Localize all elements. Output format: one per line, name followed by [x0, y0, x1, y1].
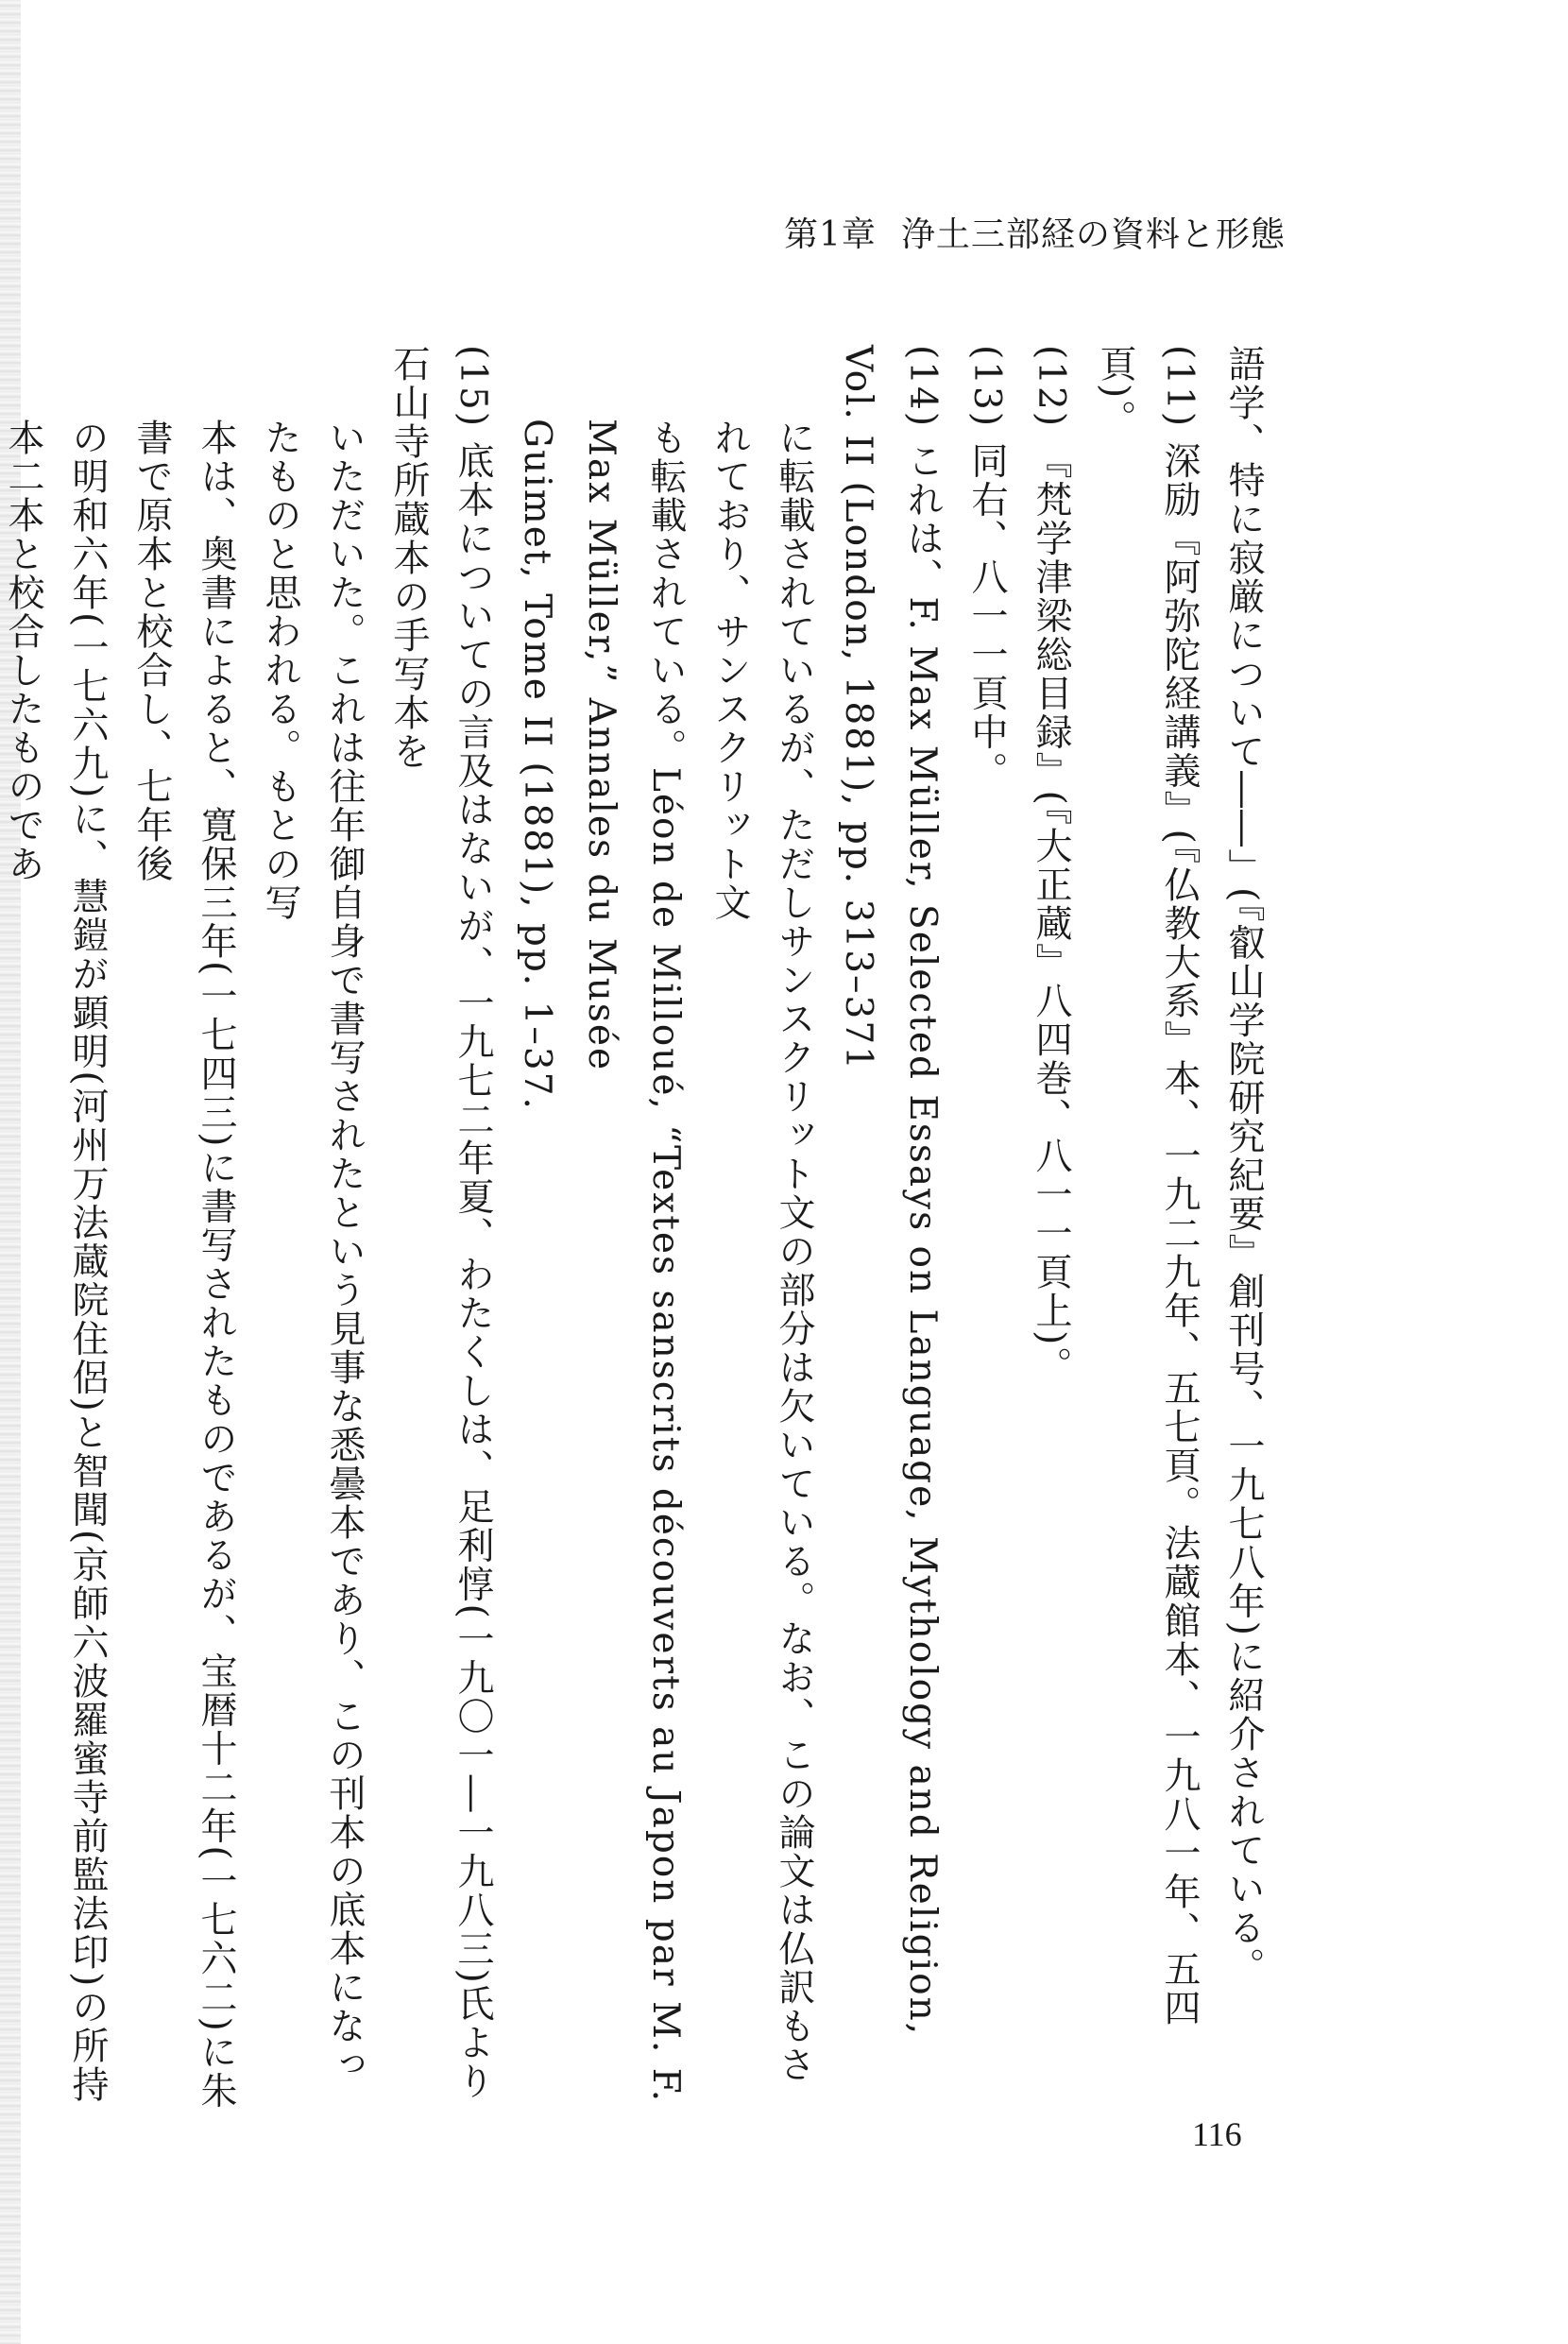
text-line: に転載されているが、ただしサンスクリット文の部分は欠いている。なお、この論文は仏訳もされており、サンスクリット文: [708, 419, 815, 2084]
running-head: [784, 208, 1286, 256]
notes-body: [2, 345, 1275, 2112]
page-number: 116: [1192, 2115, 1242, 2153]
note-14: (14) これは、F. Max Müller, Selected Essays on Language, Mythology and Religion, Vol. II (London, 1881), pp. 313–371: [837, 345, 944, 2037]
text-line: も転載されている。Léon de Milloué, “Textes sanscrits découverts au Japon par M. F. Max Müller,” Annales du Musée: [580, 419, 687, 2104]
note-15: (15) 底本についての言及はないが、一九七二年夏、わたくしは、足利惇(一九〇一―一九八三)氏より石山寺所蔵本の手写本を: [387, 345, 494, 2101]
text-line: Guimet, Tome II (1881), pp. 1–37.: [516, 419, 558, 1111]
text-line: の明和六年(一七六九)に、慧鎧が顕明(河州万法蔵院住侶)と智聞(京師六波羅蜜寺前監法印)の所持本二本と校合したものであ: [2, 419, 109, 2105]
chapter-label: 第1章: [784, 215, 877, 254]
note-11: (11) 深励『阿弥陀経講義』(『仏教大系』本、一九二九年、五七頁。法蔵館本、一九八一年、五四頁)。: [1094, 345, 1201, 2028]
text-line: 語学、特に寂厳について――」(『叡山学院研究紀要』創刊号、一九七八年)に紹介されている。: [1222, 345, 1265, 1986]
text-line: 本は、奥書によると、寛保三年(一七四三)に書写されたものであるが、宝暦十二年(一七六二)に朱書で原本と校合し、七年後: [130, 419, 237, 2111]
note-12: (12) 『梵学津梁総目録』(『大正蔵』八四巻、八一一頁上)。: [1030, 345, 1072, 1386]
chapter-title: 浄土三部経の資料と形態: [900, 215, 1286, 254]
text-line: いただいた。これは往年御自身で書写されたという見事な悉曇本であり、この刊本の底本になったものと思われる。もとの写: [259, 419, 366, 2084]
note-13: (13) 同右、八一一頁中。: [965, 345, 1008, 791]
